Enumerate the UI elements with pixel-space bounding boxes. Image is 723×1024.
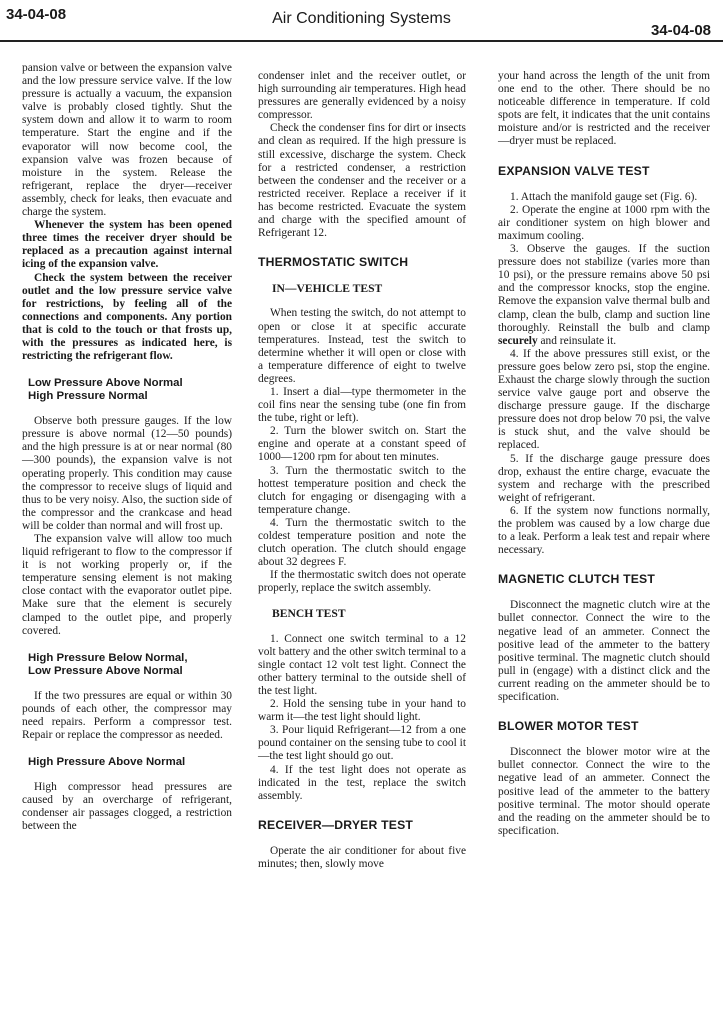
text-run: and reinsulate it. [537, 334, 617, 347]
step-paragraph: 2. Operate the engine at 1000 rpm with the air conditioner system on high blower and maximum cooling. [498, 203, 710, 242]
section-heading-blower-motor-test: BLOWER MOTOR TEST [498, 719, 639, 734]
step-paragraph: 3. Pour liquid Refrigerant—12 from a one pound container on the sensing tube to cool it—the test light should go out. [258, 724, 466, 763]
step-paragraph: 3. Turn the thermostatic switch to the hottest temperature position and check the clutch for engaging or disengaging with a temperature change. [258, 464, 466, 516]
paragraph: condenser inlet and the receiver outlet, or high surrounding air temperatures. High head pressures are generally evidenced by a noisy compressor. [258, 70, 466, 122]
paragraph: When testing the switch, do not attempt to open or close it at specific accurate temperatures. Instead, test the switch to determine whether it will open or close with a temperature difference of eight to twelve degrees. [258, 307, 466, 385]
column-2 [258, 70, 466, 871]
subheading-line: High Pressure Normal [28, 390, 148, 403]
emphasis-text: securely [498, 334, 538, 347]
warning-paragraph: Whenever the system has been opened three times the receiver dryer should be replaced as a precaution against internal icing of the expansion valve. [22, 219, 232, 271]
paragraph: Operate the air conditioner for about five minutes; then, slowly move [258, 844, 466, 870]
step-paragraph: 5. If the discharge gauge pressure does drop, exhaust the entire charge, evacuate the system and recharge with the prescribed weight of refrigerant. [498, 452, 710, 504]
step-paragraph: 4. If the above pressures still exist, or the pressure goes below zero psi, stop the engine. Exhaust the charge slowly through the suction service valve gauge port and observe the discharge pressure gauge. If the discharge pressure does not drop below 70 psi, the valve is stuck shut, and the valve should be replaced. [498, 347, 710, 452]
page-title: Air Conditioning Systems [272, 10, 451, 27]
column-3 [498, 70, 710, 838]
paragraph: If the two pressures are equal or within 30 pounds of each other, the compressor may need repairs. Perform a compressor test. Repair or replace the compressor as needed. [22, 689, 232, 742]
subheading-line: Low Pressure Above Normal [28, 664, 183, 677]
subheading-bench-test: BENCH TEST [272, 607, 346, 621]
subheading-high-below-low-above [28, 652, 232, 678]
paragraph: Check the condenser fins for dirt or insects and clean as required. If the high pressure is still excessive, discharge the system. Check for a restricted condenser, a restriction between the condenser and the receiver or a restricted receiver. Replace a receiver if it has become restricted. Evacuate the system and charge with the specified amount of Refrigerant 12. [258, 122, 466, 240]
step-paragraph: 6. If the system now functions normally, the problem was caused by a low charge due to a leak. Perform a leak test and repair where necessary. [498, 504, 710, 557]
header-rule [0, 40, 723, 42]
section-heading-thermostatic-switch: THERMOSTATIC SWITCH [258, 255, 409, 270]
paragraph: your hand across the length of the unit from one end to the other. There should be no noticeable difference in temperature. If cold spots are felt, it indicates that the unit contains moisture and/or is restricted and the receiver—dryer must be replaced. [498, 70, 710, 148]
subheading-line: High Pressure Below Normal, [28, 651, 188, 664]
step-paragraph: 2. Turn the blower switch on. Start the engine and operate at a constant speed of 1000—1200 rpm for about ten minutes. [258, 425, 466, 464]
text-run: 3. Observe the gauges. If the suction pressure does not stabilize (varies more than 10 psi), or the pressure remains above 50 psi and the compressor knocks, stop the engine. Remove the expansion valve thermal bulb and clamp, clean the bulb, clamp and suction line thoroughly. Reinstall the bulb and clamp [498, 243, 710, 334]
step-paragraph [498, 243, 710, 348]
step-paragraph: 4. Turn the thermostatic switch to the coldest temperature position and note the clutch operation. The clutch should engage about 32 degrees F. [258, 516, 466, 569]
paragraph: The expansion valve will allow too much liquid refrigerant to flow to the compressor if it is not working properly or, if the temperature sensing element is not making close contact with the evaporator outlet pipe. Make sure that the element is securely clamped to the outlet pipe, and properly covered. [22, 533, 232, 637]
section-heading-magnetic-clutch-test: MAGNETIC CLUTCH TEST [498, 572, 656, 587]
step-paragraph: 4. If the test light does not operate as indicated in the test, replace the switch assembly. [258, 763, 466, 802]
step-paragraph: 1. Connect one switch terminal to a 12 volt battery and the other switch terminal to a single contact 12 volt test light. Connect the other battery terminal to the outside shell of the test light. [258, 632, 466, 697]
paragraph: Disconnect the magnetic clutch wire at the bullet connector. Connect the wire to the negative lead of an ammeter. Connect the positive lead of the ammeter to the battery positive terminal. The magnetic clutch should pull in (engage) with a distinct click and the current reading on the ammeter should be to specification. [498, 599, 710, 704]
paragraph: High compressor head pressures are caused by an overcharge of refrigerant, condenser air passages clogged, a restriction between the [22, 781, 232, 833]
page-header [0, 0, 723, 44]
step-paragraph: 1. Attach the manifold gauge set (Fig. 6). [510, 190, 698, 203]
restriction-paragraph: Check the system between the receiver outlet and the low pressure service valve for restrictions, by feeling all of the connections and components. Any portion that is cold to the touch or that frosts up, with the pressures as indicated here, is restricting the refrigerant flow. [22, 271, 232, 363]
step-paragraph: 1. Insert a dial—type thermometer in the coil fins near the sensing tube (one fin from the tube, right or left). [258, 385, 466, 425]
page-number-left: 34-04-08 [6, 6, 67, 23]
paragraph: pansion valve or between the expansion valve and the low pressure service valve. If the low pressure is actually a vacuum, the expansion valve is probably closed tightly. Shut the system down and allow it to warm to room temperature. Start the engine and if the evaporator will now become cool, the expansion valve was frozen because of moisture in the system. Release the refrigerant, replace the dryer—receiver assembly, check for leaks, then evacuate and charge the system. [22, 62, 232, 219]
page-number-right: 34-04-08 [650, 22, 711, 39]
subheading-high-above-normal: High Pressure Above Normal [28, 756, 186, 769]
subheading-low-above-high-normal [28, 377, 232, 403]
paragraph: Observe both pressure gauges. If the low pressure is above normal (12—50 pounds) and the high pressure is at or near normal (80—300 pounds), the expansion valve is not operating properly. This condition may cause the compressor to receive slugs of liquid and thus to be very noisy. Also, the suction side of the compressor and the crankcase and head will be colder than normal and will frost up. [22, 415, 232, 532]
subheading-in-vehicle-test: IN—VEHICLE TEST [272, 282, 383, 296]
paragraph: Disconnect the blower motor wire at the bullet connector. Connect the wire to the negative lead of an ammeter. Connect the positive lead of the ammeter to the battery positive terminal. The motor should operate and the reading on the ammeter should be to specification. [498, 746, 710, 837]
section-heading-receiver-dryer-test: RECEIVER—DRYER TEST [258, 817, 414, 832]
column-1 [22, 62, 232, 834]
step-paragraph: 2. Hold the sensing tube in your hand to warm it—the test light should light. [258, 698, 466, 724]
paragraph: If the thermostatic switch does not operate properly, replace the switch assembly. [258, 569, 466, 595]
subheading-line: Low Pressure Above Normal [28, 377, 183, 390]
section-heading-expansion-valve-test: EXPANSION VALVE TEST [498, 163, 650, 178]
